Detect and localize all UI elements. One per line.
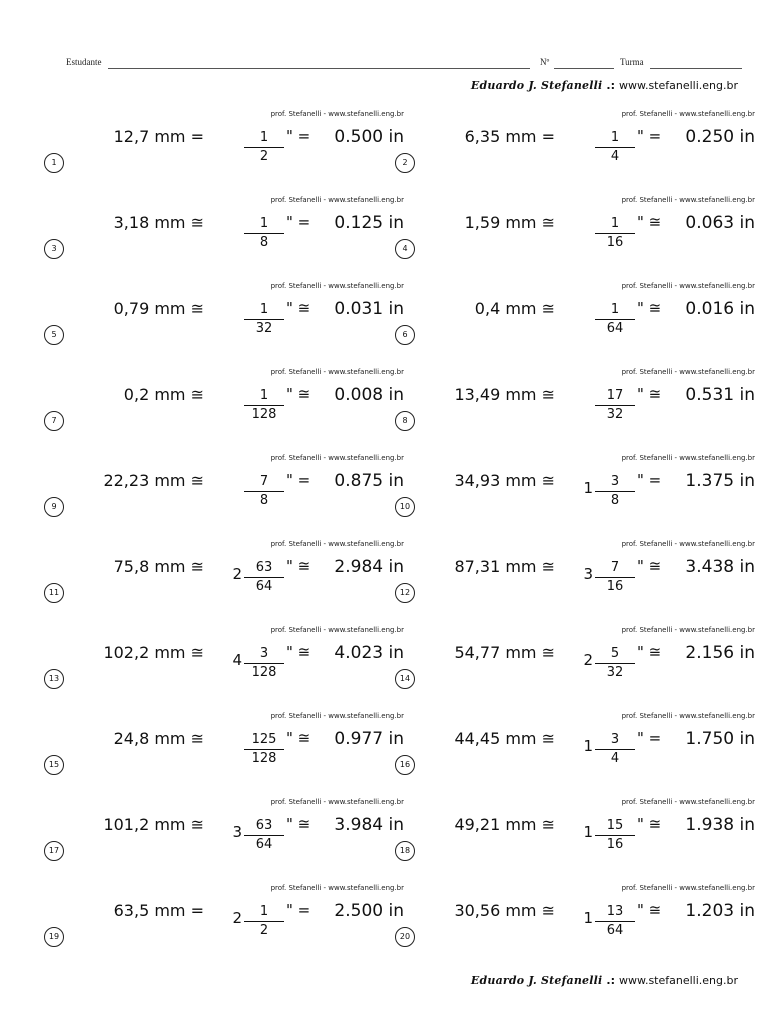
exercise-number: 7 [44,411,64,431]
fraction-denominator: 8 [610,493,620,508]
mm-value: 6,35 mm = [464,127,555,146]
inches-decimal: 1.375 in [685,471,755,491]
inch-relation: " ≅ [637,643,662,661]
credit-line: prof. Stefanelli - www.stefanelli.eng.br [270,282,404,290]
inches-decimal: 0.031 in [334,299,404,319]
fraction-numerator: 1 [595,301,635,320]
inch-fraction [244,301,284,338]
credit-line: prof. Stefanelli - www.stefanelli.eng.br [270,540,404,548]
class-label: Turma [620,57,644,67]
fraction-denominator: 128 [251,665,277,680]
credit-line: prof. Stefanelli - www.stefanelli.eng.br [621,540,755,548]
exercise-item [395,798,755,882]
exercise-number: 18 [395,841,415,861]
exercise-item [395,196,755,280]
credit-line: prof. Stefanelli - www.stefanelli.eng.br [621,196,755,204]
inch-relation: " ≅ [286,643,311,661]
exercise-item [44,884,404,968]
inch-relation: " ≅ [637,901,662,919]
exercise-number: 6 [395,325,415,345]
fraction-numerator: 1 [244,301,284,320]
exercise-item [44,110,404,194]
whole-inches: 1 [583,909,593,927]
inch-relation: " ≅ [637,385,662,403]
whole-inches: 2 [583,651,593,669]
inch-fraction [595,473,635,510]
inch-relation: " = [286,901,311,919]
inch-relation: " = [637,127,662,145]
whole-inches: 4 [232,651,242,669]
exercise-number: 10 [395,497,415,517]
inches-decimal: 0.875 in [334,471,404,491]
inch-fraction [244,817,284,854]
exercise-number: 19 [44,927,64,947]
inch-fraction [244,903,284,940]
inch-relation: " ≅ [286,815,311,833]
credit-line: prof. Stefanelli - www.stefanelli.eng.br [270,798,404,806]
fraction-denominator: 32 [606,665,624,680]
mm-value: 1,59 mm ≅ [464,213,555,232]
inch-fraction [595,387,635,424]
credit-line: prof. Stefanelli - www.stefanelli.eng.br [621,798,755,806]
inch-relation: " ≅ [286,299,311,317]
mm-value: 3,18 mm ≅ [113,213,204,232]
class-line[interactable] [650,68,742,69]
inch-fraction [595,301,635,338]
credit-line: prof. Stefanelli - www.stefanelli.eng.br [270,626,404,634]
exercise-number: 14 [395,669,415,689]
fraction-denominator: 2 [259,149,269,164]
credit-line: prof. Stefanelli - www.stefanelli.eng.br [621,884,755,892]
student-name-line[interactable] [108,68,530,69]
inch-relation: " ≅ [286,385,311,403]
author-url: www.stefanelli.eng.br [618,79,738,92]
fraction-denominator: 64 [255,837,273,852]
exercise-number: 17 [44,841,64,861]
mm-value: 24,8 mm ≅ [113,729,204,748]
fraction-denominator: 32 [606,407,624,422]
whole-inches: 3 [232,823,242,841]
fraction-denominator: 128 [251,751,277,766]
exercise-item [395,110,755,194]
exercise-item [44,454,404,538]
exercise-item [44,798,404,882]
fraction-denominator: 8 [259,235,269,250]
inches-decimal: 2.156 in [685,643,755,663]
exercise-item [395,368,755,452]
exercise-item [395,884,755,968]
fraction-denominator: 32 [255,321,273,336]
fraction-denominator: 16 [606,235,624,250]
mm-value: 75,8 mm ≅ [113,557,204,576]
inch-fraction [244,129,284,166]
whole-inches: 1 [583,479,593,497]
exercise-number: 8 [395,411,415,431]
inch-fraction [595,129,635,166]
credit-line: prof. Stefanelli - www.stefanelli.eng.br [621,712,755,720]
inches-decimal: 0.125 in [334,213,404,233]
credit-line: prof. Stefanelli - www.stefanelli.eng.br [270,884,404,892]
inches-decimal: 3.984 in [334,815,404,835]
fraction-numerator: 5 [595,645,635,664]
number-line[interactable] [554,68,614,69]
mm-value: 87,31 mm ≅ [454,557,555,576]
exercise-number: 1 [44,153,64,173]
exercise-item [44,712,404,796]
mm-value: 0,4 mm ≅ [474,299,555,318]
inch-fraction [244,215,284,252]
fraction-denominator: 2 [259,923,269,938]
inch-relation: " ≅ [637,299,662,317]
inch-relation: " = [286,213,311,231]
inch-fraction [244,559,284,596]
credit-line: prof. Stefanelli - www.stefanelli.eng.br [621,626,755,634]
inch-fraction [244,387,284,424]
fraction-denominator: 64 [606,321,624,336]
inches-decimal: 0.008 in [334,385,404,405]
inch-fraction [595,817,635,854]
fraction-numerator: 7 [244,473,284,492]
inches-decimal: 0.977 in [334,729,404,749]
fraction-numerator: 63 [244,817,284,836]
student-header [66,57,742,71]
credit-line: prof. Stefanelli - www.stefanelli.eng.br [270,454,404,462]
mm-value: 101,2 mm ≅ [103,815,204,834]
fraction-numerator: 1 [244,387,284,406]
exercise-item [44,368,404,452]
inches-decimal: 2.984 in [334,557,404,577]
mm-value: 49,21 mm ≅ [454,815,555,834]
signature-separator: .: [606,79,615,92]
fraction-denominator: 16 [606,579,624,594]
exercise-item [395,282,755,366]
inch-fraction [595,645,635,682]
fraction-numerator: 15 [595,817,635,836]
credit-line: prof. Stefanelli - www.stefanelli.eng.br [621,368,755,376]
inch-fraction [244,645,284,682]
fraction-denominator: 64 [606,923,624,938]
inch-fraction [595,731,635,768]
whole-inches: 2 [232,565,242,583]
exercise-number: 9 [44,497,64,517]
fraction-numerator: 1 [595,215,635,234]
fraction-denominator: 8 [259,493,269,508]
mm-value: 13,49 mm ≅ [454,385,555,404]
inches-decimal: 4.023 in [334,643,404,663]
fraction-numerator: 3 [595,473,635,492]
mm-value: 63,5 mm = [113,901,204,920]
inch-relation: " ≅ [637,213,662,231]
signature-separator: .: [606,974,615,987]
mm-value: 12,7 mm = [113,127,204,146]
inch-fraction [244,473,284,510]
exercise-item [44,282,404,366]
fraction-numerator: 7 [595,559,635,578]
fraction-numerator: 17 [595,387,635,406]
exercise-number: 11 [44,583,64,603]
author-signature-top [471,79,738,92]
author-signature-bottom [471,974,738,987]
fraction-denominator: 64 [255,579,273,594]
mm-value: 44,45 mm ≅ [454,729,555,748]
inches-decimal: 3.438 in [685,557,755,577]
mm-value: 22,23 mm ≅ [103,471,204,490]
fraction-numerator: 3 [595,731,635,750]
exercise-number: 20 [395,927,415,947]
inch-relation: " = [637,471,662,489]
inches-decimal: 1.750 in [685,729,755,749]
exercise-item [395,454,755,538]
inch-relation: " = [637,729,662,747]
mm-value: 0,79 mm ≅ [113,299,204,318]
inch-fraction [595,903,635,940]
fraction-numerator: 1 [595,129,635,148]
exercise-number: 16 [395,755,415,775]
mm-value: 0,2 mm ≅ [123,385,204,404]
inch-fraction [595,215,635,252]
inch-relation: " ≅ [286,729,311,747]
inch-relation: " = [286,127,311,145]
fraction-numerator: 125 [244,731,284,750]
fraction-denominator: 4 [610,149,620,164]
fraction-numerator: 1 [244,903,284,922]
whole-inches: 2 [232,909,242,927]
credit-line: prof. Stefanelli - www.stefanelli.eng.br [270,368,404,376]
whole-inches: 1 [583,737,593,755]
student-label: Estudante [66,57,102,67]
author-url: www.stefanelli.eng.br [618,974,738,987]
inch-fraction [244,731,284,768]
mm-value: 30,56 mm ≅ [454,901,555,920]
inch-relation: " = [286,471,311,489]
exercise-item [395,540,755,624]
inch-relation: " ≅ [637,815,662,833]
credit-line: prof. Stefanelli - www.stefanelli.eng.br [270,196,404,204]
author-name: Eduardo J. Stefanelli [470,974,603,987]
exercise-number: 3 [44,239,64,259]
inches-decimal: 0.016 in [685,299,755,319]
fraction-denominator: 128 [251,407,277,422]
credit-line: prof. Stefanelli - www.stefanelli.eng.br [621,454,755,462]
author-name: Eduardo J. Stefanelli [470,79,603,92]
inches-decimal: 0.250 in [685,127,755,147]
fraction-numerator: 13 [595,903,635,922]
fraction-denominator: 16 [606,837,624,852]
inch-fraction [595,559,635,596]
inches-decimal: 0.500 in [334,127,404,147]
exercise-number: 4 [395,239,415,259]
exercise-item [44,540,404,624]
whole-inches: 1 [583,823,593,841]
inches-decimal: 0.063 in [685,213,755,233]
credit-line: prof. Stefanelli - www.stefanelli.eng.br [621,282,755,290]
inches-decimal: 0.531 in [685,385,755,405]
credit-line: prof. Stefanelli - www.stefanelli.eng.br [621,110,755,118]
exercise-item [44,196,404,280]
mm-value: 34,93 mm ≅ [454,471,555,490]
exercise-item [44,626,404,710]
number-label: Nº [540,57,550,67]
fraction-numerator: 3 [244,645,284,664]
inches-decimal: 1.938 in [685,815,755,835]
mm-value: 102,2 mm ≅ [103,643,204,662]
exercise-number: 12 [395,583,415,603]
exercise-number: 13 [44,669,64,689]
exercise-number: 5 [44,325,64,345]
fraction-numerator: 1 [244,129,284,148]
credit-line: prof. Stefanelli - www.stefanelli.eng.br [270,712,404,720]
exercise-item [395,626,755,710]
whole-inches: 3 [583,565,593,583]
inch-relation: " ≅ [286,557,311,575]
inches-decimal: 1.203 in [685,901,755,921]
exercise-number: 15 [44,755,64,775]
inches-decimal: 2.500 in [334,901,404,921]
fraction-denominator: 4 [610,751,620,766]
credit-line: prof. Stefanelli - www.stefanelli.eng.br [270,110,404,118]
fraction-numerator: 63 [244,559,284,578]
inch-relation: " ≅ [637,557,662,575]
exercise-number: 2 [395,153,415,173]
mm-value: 54,77 mm ≅ [454,643,555,662]
fraction-numerator: 1 [244,215,284,234]
exercise-item [395,712,755,796]
